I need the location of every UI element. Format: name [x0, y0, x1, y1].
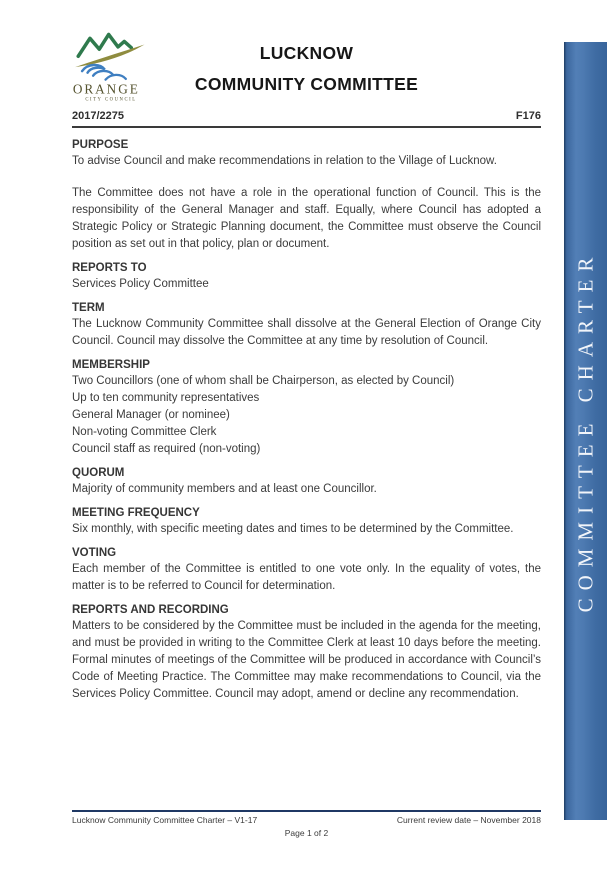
section-reports-and-recording — [72, 604, 541, 703]
membership-item: Non-voting Committee Clerk — [72, 426, 217, 438]
section-heading: TERM — [72, 302, 105, 314]
section-heading: PURPOSE — [72, 139, 129, 151]
document-footer — [72, 810, 541, 838]
section-paragraph: Majority of community members and at least one Councillor. — [72, 483, 377, 495]
section-purpose — [72, 139, 541, 253]
section-heading: REPORTS AND RECORDING — [72, 604, 229, 616]
section-heading: VOTING — [72, 547, 117, 559]
section-meeting-frequency — [72, 507, 541, 538]
logo-org-subtitle: CITY COUNCIL — [85, 97, 137, 103]
section-paragraph: The Committee does not have a role in the operational function of Council. This is the responsibility of the General Manager and staff. Equally, where Council has adopted a Strategic Policy or Strategic Planning document, the Committee must observe the Council position as set out in that policy, plan or document. — [72, 187, 541, 250]
membership-item: General Manager (or nominee) — [72, 409, 230, 421]
section-paragraph: To advise Council and make recommendations in relation to the Village of Lucknow. — [72, 155, 497, 167]
section-paragraph: Six monthly, with specific meeting dates and times to be determined by the Committee. — [72, 523, 514, 535]
document-title-line1: LUCKNOW — [259, 43, 354, 63]
membership-item: Two Councillors (one of whom shall be Chairperson, as elected by Council) — [72, 375, 455, 387]
footer-divider — [72, 810, 541, 812]
committee-charter-banner — [564, 42, 607, 820]
reference-row — [72, 110, 541, 128]
document-body — [72, 139, 541, 703]
membership-item: Up to ten community representatives — [72, 392, 260, 404]
section-voting — [72, 547, 541, 595]
section-membership — [72, 359, 541, 458]
section-paragraph: Matters to be considered by the Committee must be included in the agenda for the meeting, and must be provided in writing to the Committee Clerk at least 10 days before the meeting. Formal minutes of meetings of the Committee will be produced in accordance with Council’s Code of Meeting Practice. The Committee may make recommendations to Council, via the Services Policy Committee. Council may adopt, amend or decline any recommendation. — [72, 620, 541, 700]
document-code: F176 — [515, 110, 541, 122]
footer-review-date: Current review date – November 2018 — [396, 815, 541, 825]
committee-charter-banner-label: COMMITTEE CHARTER — [573, 249, 597, 613]
section-heading: QUORUM — [72, 467, 125, 479]
orange-city-council-logo-icon — [72, 28, 150, 104]
logo-org-name: ORANGE — [72, 81, 140, 97]
section-heading: MEMBERSHIP — [72, 359, 150, 371]
footer-page-number: Page 1 of 2 — [284, 828, 329, 838]
section-paragraph: Each member of the Committee is entitled to one vote only. In the equality of votes, the matter is to be referred to Council for determination. — [72, 563, 541, 592]
document-title-line2: COMMUNITY COMMITTEE — [194, 74, 419, 94]
section-paragraph: The Lucknow Community Committee shall dissolve at the General Election of Orange City Council. Council may dissolve the Committee at any time by resolution of Council. — [72, 318, 541, 347]
section-quorum — [72, 467, 541, 498]
membership-item: Council staff as required (non-voting) — [72, 443, 261, 455]
section-term — [72, 302, 541, 350]
file-reference: 2017/2275 — [72, 110, 124, 122]
footer-row — [72, 815, 541, 825]
section-heading: MEETING FREQUENCY — [72, 507, 200, 519]
section-reports-to — [72, 262, 541, 293]
section-heading: REPORTS TO — [72, 262, 147, 274]
document-header — [72, 28, 541, 104]
document-content — [72, 28, 541, 703]
section-paragraph: Services Policy Committee — [72, 278, 209, 290]
footer-document-version: Lucknow Community Committee Charter – V1-17 — [72, 815, 258, 825]
